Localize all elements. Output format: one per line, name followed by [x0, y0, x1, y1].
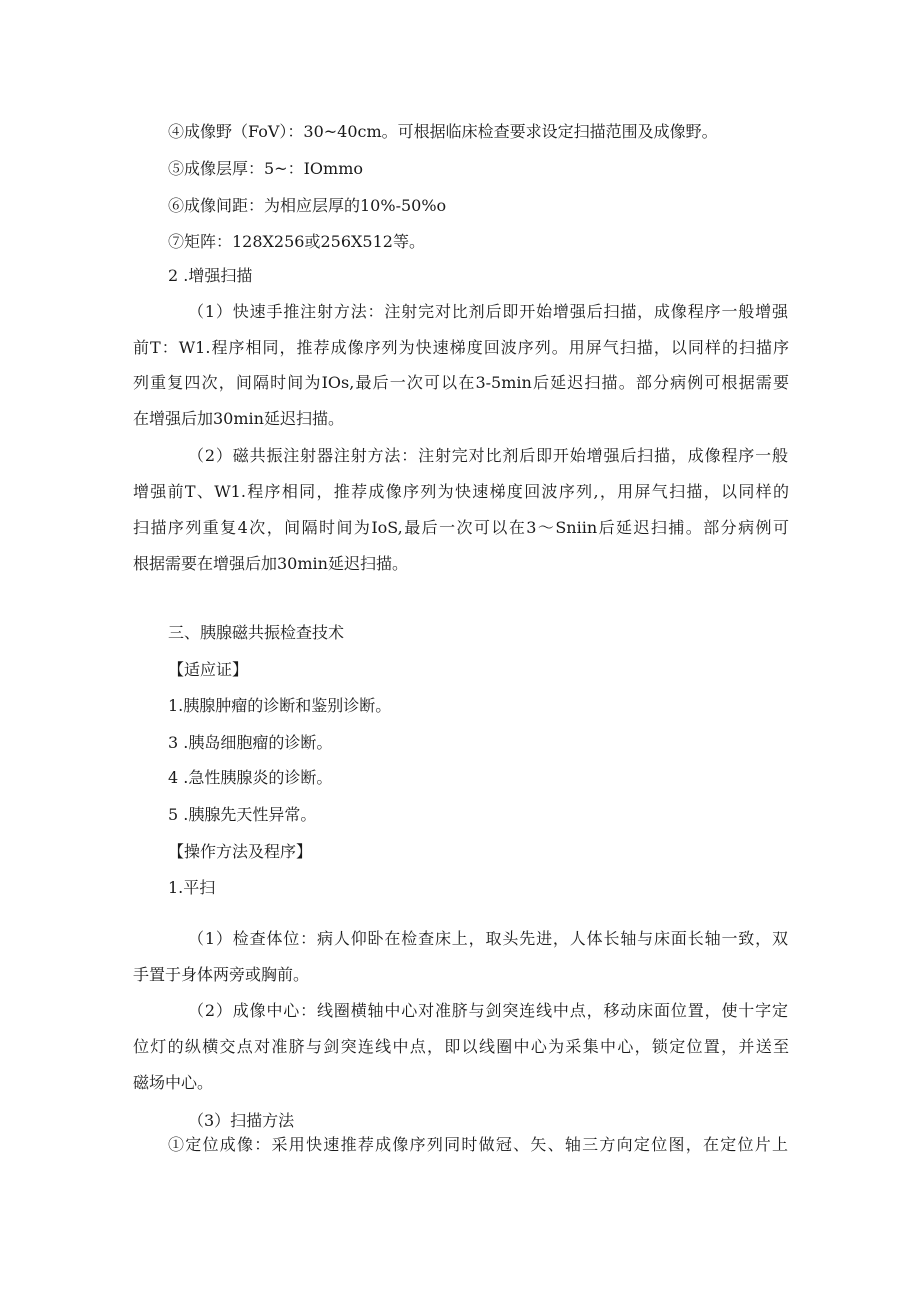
text-line: 增强前T、W1.程序相同，推荐成像序列为快速梯度回波序列,，用屏气扫描，以同样的 — [133, 482, 789, 501]
text-line: 扫描序列重复4次，间隔时间为IoS,最后一次可以在3～Sniin后延迟扫捕。部分病例可 — [133, 518, 789, 537]
text-line: 前T：W1.程序相同，推荐成像序列为快速梯度回波序列。用屏气扫描，以同样的扫描序 — [133, 338, 789, 357]
text-line: 手置于身体两旁或胸前。 — [133, 965, 310, 984]
list-item: 4 .急性胰腺炎的诊断。 — [168, 768, 333, 787]
list-item: 3 .胰岛细胞瘤的诊断。 — [168, 733, 333, 752]
text-line: （1）快速手推注射方法：注射完对比剂后即开始增强后扫描，成像程序一般增强 — [188, 302, 788, 321]
text-line: 在增强后加30min延迟扫描。 — [133, 409, 344, 428]
text-line: ⑤成像层厚：5~：IOmmo — [168, 159, 364, 178]
text-line: ④成像野（FoV）：30~40cm。可根据临床检查要求设定扫描范围及成像野。 — [168, 122, 718, 141]
section-heading: 1.平扫 — [168, 878, 216, 897]
list-item: 1.胰腺肿瘤的诊断和鉴别诊断。 — [168, 696, 392, 715]
text-line: ⑥成像间距：为相应层厚的10%-50%o — [168, 196, 447, 215]
text-line: 位灯的纵横交点对准脐与剑突连线中点，即以线圈中心为采集中心，锁定位置，并送至 — [133, 1037, 789, 1056]
text-line: ①定位成像：采用快速推荐成像序列同时做冠、矢、轴三方向定位图，在定位片上 — [168, 1135, 788, 1154]
text-line: 列重复四次，间隔时间为IOs,最后一次可以在3-5min后延迟扫描。部分病例可根据需要 — [133, 373, 789, 392]
subsection-heading: 【操作方法及程序】 — [168, 842, 313, 861]
text-line: （2）磁共振注射器注射方法：注射完对比剂后即开始增强后扫描，成像程序一般 — [188, 446, 788, 465]
list-item: 5 .胰腺先天性异常。 — [168, 805, 317, 824]
text-line: ⑦矩阵：128X256或256X512等。 — [168, 232, 425, 251]
chapter-heading: 三、胰腺磁共振检查技术 — [168, 623, 345, 642]
text-line: （1）检查体位：病人仰卧在检查床上，取头先进，人体长轴与床面长轴一致，双 — [188, 929, 788, 948]
text-line: 根据需要在增强后加30min延迟扫描。 — [133, 554, 408, 573]
text-line: （2）成像中心：线圈横轴中心对准脐与剑突连线中点，移动床面位置，使十字定 — [188, 1001, 788, 1020]
subsection-heading: 【适应证】 — [168, 660, 249, 679]
section-heading: 2 .增强扫描 — [168, 266, 253, 285]
text-line: （3）扫描方法 — [188, 1111, 295, 1130]
text-line: 磁场中心。 — [133, 1073, 214, 1092]
